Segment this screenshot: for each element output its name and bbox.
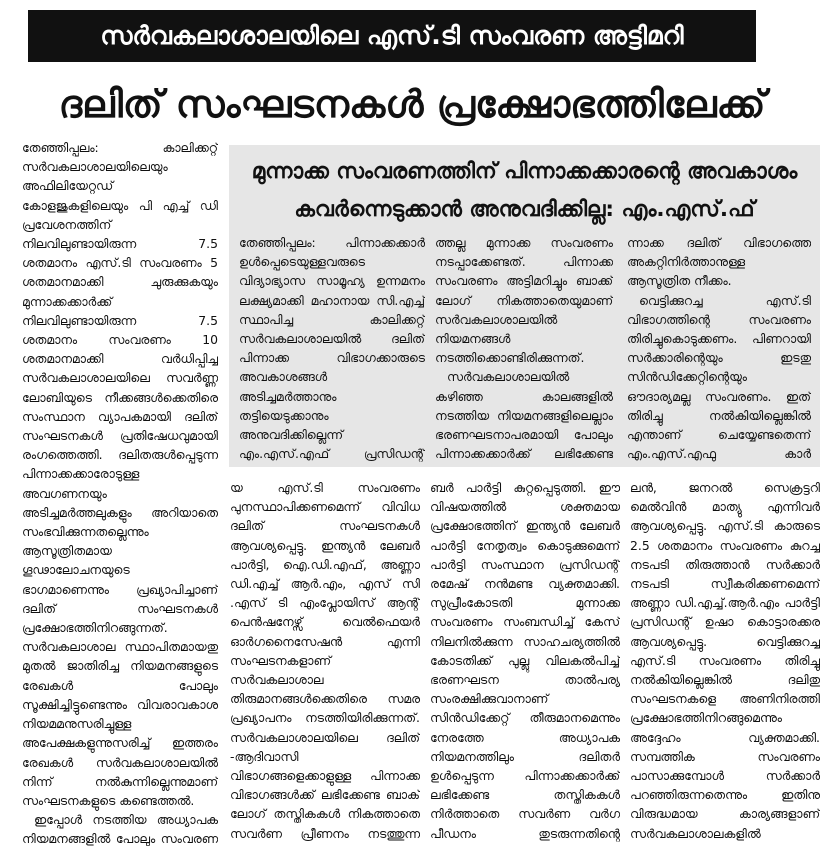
main-article-paragraph: തേഞ്ഞിപ്പലം: കാലിക്കറ്റ് സർവകലാശാലയിലെയും അഫിലിയേറ്റഡ് കോളജുകളിലെയും പി എച്ച് ഡി പ്രവേശനത്തിന് നിലവിലുണ്ടായിരുന്ന 7.5 ശതമാനം എസ്.ടി സംവരണം 5 ശതമാനമാക്കി ചുരുക്കുകയും മുന്നാക്കക്കാർക്ക് നിലവിലുണ്ടായിരുന്ന 7.5 ശതമാനം സംവരണം 10 ശതമാനമാക്കി വർധിപ്പിച്ച സർവകലാശാലയിലെ സവർണ്ണ ലോബിയുടെ നീക്കങ്ങൾക്കെതിരെ സംസ്ഥാന വ്യാപകമായി ദലിത് സംഘടനകൾ പ്രതിഷേധവുമായി രംഗത്തെത്തി. ദലിതരുൾപ്പെടുന്ന പിന്നാക്കക്കാരോടുള്ള അവഗണനയും അടിച്ചമർത്തലുകളും അറിയാതെ സംഭവിക്കുന്നതല്ലെന്നും ആസൂത്രിതമായ ഗൂഢാലോചനയുടെ ഭാഗമാണെന്നും പ്രഖ്യാപിച്ചാണ് ദലിത് സംഘടനകൾ പ്രക്ഷോഭത്തിനിറങ്ങുന്നത്. സർവകലാശാല സ്ഥാപിതമായതു മുതൽ ജാതിരിച്ച നിയമനങ്ങളുടെ രേഖകൾ പോലും സൂക്ഷിച്ചിട്ടുണ്ടെന്നും വിവരാവകാശ നിയമമനുസരിച്ചുള്ള അപേക്ഷകളുന്നുസരിച്ച് ഇത്തരം രേഖകൾ സർവകലാശാലയിൽ നിന്ന് നൽകുന്നില്ലെന്നുമാണ് സംഘടനകളുടെ കണ്ടെത്തൽ.	[22, 140, 218, 808]
sidebar-paragraph: സർവകലാശാലയിൽ കഴിഞ്ഞ കാലങ്ങളിൽ നടത്തിയ നിയമനങ്ങളിലെല്ലാം ഭരണഘടനാപരമായി പോലും പിന്നാക്കക്കാർക്ക് ലഭിക്കേണ്ട	[435, 369, 613, 462]
sidebar-column-3	[627, 233, 811, 463]
sidebar-paragraph: ന്നാക്ക ദലിത് വിഭാഗത്തെ അകറ്റിനിർത്താനുള്ള ആസൂത്രിത നീക്കം.	[627, 235, 811, 289]
continuation-column-1	[230, 478, 420, 846]
sidebar-story-box	[229, 145, 820, 467]
continuation-paragraph: ലൻ, ജനറൽ സെക്രട്ടറി മെൽവിൻ മാത്യു എന്നിവർ ആവശ്യപ്പെട്ടു. എസ്.ടി കാരുടെ 2.5 ശതമാനം സംവരണം കുറച്ച നടപടി തിരുത്താൻ സർക്കാർ നടപടി സ്വീകരിക്കണമെന്ന് അണ്ണാ ഡി.എച്ച്.ആർ.എം പാർട്ടി പ്രസിഡന്റ് ഉഷാ കൊട്ടാരക്കര ആവശ്യപ്പെട്ടു. വെട്ടിക്കുറച്ച എസ്.ടി സംവരണം തിരിച്ചു നൽകിയില്ലെങ്കിൽ ദലിതു സംഘടനകളെ അണിനിരത്തി പ്രക്ഷോഭത്തിനിറങ്ങുമെന്നും അദ്ദേഹം വ്യക്തമാക്കി. സമ്പത്തിക സംവരണം പാസാക്കുമ്പോൾ സർക്കാർ പറഞ്ഞിരുന്നതെന്നും ഇതിനു വിരുദ്ധമായ കാര്യങ്ങളാണ് സർവകലാശാലകളിൽ	[630, 480, 820, 841]
sidebar-column-2	[435, 233, 613, 463]
continuation-paragraph: ബർ പാർട്ടി കുറ്റപ്പെടുത്തി. ഈ വിഷയത്തിൽ ശക്തമായ പ്രക്ഷോഭത്തിന് ഇന്ത്യൻ ലേബർ പാർട്ടി നേതൃത്വം കൊടുക്കുമെന്ന് പാർട്ടി സംസ്ഥാന പ്രസിഡന്റ് രമേഷ് നൻമണ്ട വ്യക്തമാക്കി. സുപ്രീംകോടതി മുന്നാക്ക സംവരണം സംബന്ധിച്ച് കേസ് നിലനിൽക്കുന്ന സാഹചര്യത്തിൽ കോടതിക്ക് പുല്ലു വിലകൽപിച്ച് ഭരണഘടന താൽപര്യ സംരക്ഷിക്കുവാനാണ് സിൻഡിക്കേറ്റ് തീരുമാനമെന്നും നേരത്തേ അധ്യാപക നിയമനത്തിലും ദലിതർ ഉൾപ്പെടുന്ന പിന്നാക്കക്കാർക്ക് ലഭിക്കേണ്ട തസ്തികകൾ നിർത്താതെ സവർണ വർഗ പീഡനം തുടരുന്നതിന്റെ	[430, 480, 620, 841]
sidebar-title-line-1: മുന്നാക്ക സംവരണത്തിന് പിന്നാക്കക്കാരന്റെ അവകാശം	[251, 159, 798, 184]
sidebar-paragraph: ത്തല്ല മുന്നാക്ക സംവരണം നടപ്പാക്കേണ്ടത്. പിന്നാക്ക സംവരണം അട്ടിമറിച്ചും ബാക്ക് ലോഗ് നികത്താതെയുമാണ് സർവകലാശാലയിൽ നിയമനങ്ങൾ നടത്തിക്കൊണ്ടിരിക്കുന്നത്.	[435, 235, 613, 366]
kicker-banner	[28, 10, 756, 62]
sidebar-paragraph: തേഞ്ഞിപ്പലം: പിന്നാക്കക്കാർ ഉൾപ്പെടെയുള്ളവരുടെ വിദ്യാഭ്യാസ സാമൂഹ്യ ഉന്നമനം ലക്ഷ്യമാക്കി മഹാനായ സി.എച്ച് സ്ഥാപിച്ച കാലിക്കറ്റ് സർവകലാശാലയിൽ ദലിത് പിന്നാക്ക വിഭാഗക്കാരുടെ അവകാശങ്ങൾ അടിച്ചമർത്താനും തട്ടിയെടുക്കാനും അനുവദിക്കില്ലെന്ന് എം.എസ്.എഫ് പ്രസിഡന്റ്	[239, 235, 425, 462]
continuation-column-2	[430, 478, 620, 846]
sidebar-paragraph: വെട്ടിക്കുറച്ച എസ്.ടി വിഭാഗത്തിന്റെ സംവരണം തിരിച്ചുകൊടുക്കണം. പിണറായി സർക്കാരിന്റെയും ഇടതു സിൻഡിക്കേറ്റിന്റെയും ഔദാര്യമല്ല സംവരണം. ഇത് തിരിച്ചു നൽകിയില്ലെങ്കിൽ എന്താണ് ചെയ്യേണ്ടതെന്ന് എം.എസ്.എഫു കാർ	[627, 292, 811, 462]
continuation-paragraph: യ എസ്.ടി സംവരണം പുനസ്ഥാപിക്കണമെന്ന് വിവിധ ദലിത് സംഘടനകൾ ആവശ്യപ്പെട്ടു. ഇന്ത്യൻ ലേബർ പാർട്ടി, ഐ.ഡി.എഫ്, അണ്ണാ ഡി.എച്ച് ആർ.എം, എസ് സി .എസ് ടി എംപ്ലോയിസ് ആന്റ് പെൻഷനേഴ്സ് വെൽഫെയർ ഓർഗനൈസേഷൻ എന്നി സംഘടനകളാണ് സർവകലാശാല തിരുമാനങ്ങൾക്കെതിരെ സമര പ്രഖ്യാപനം നടത്തിയിരിക്കുന്നത്. സർവകലാശാലയിലെ ദലിത് -ആദിവാസി വിഭാഗങ്ങളെക്കാളുള്ള പിന്നാക്ക വിഭാഗങ്ങൾക്ക് ലഭിക്കേണ്ട ബാക് ലോഗ് തസ്തികകൾ നികത്താതെ സവർണ പ്രീണനം നടത്തുന്ന	[230, 480, 420, 841]
sidebar-title-line-2: കവർന്നെടുക്കാൻ അനുവദിക്കില്ല: എം.എസ്.ഫ്	[294, 197, 755, 222]
sidebar-story-title	[229, 153, 820, 229]
headline: ദലിത് സംഘടനകൾ പ്രക്ഷോഭത്തിലേക്ക്	[58, 82, 766, 126]
kicker-text: സർവകലാശാലയിലെ എസ്.ടി സംവരണ അട്ടിമറി	[100, 21, 684, 50]
main-article-column	[22, 138, 218, 846]
continuation-column-3	[630, 478, 820, 846]
sidebar-column-1	[239, 233, 425, 463]
main-article-paragraph: ഇപ്പോൾ നടത്തിയ അധ്യാപക നിയമനങ്ങളിൽ പോലും സംവരണ	[22, 812, 218, 846]
